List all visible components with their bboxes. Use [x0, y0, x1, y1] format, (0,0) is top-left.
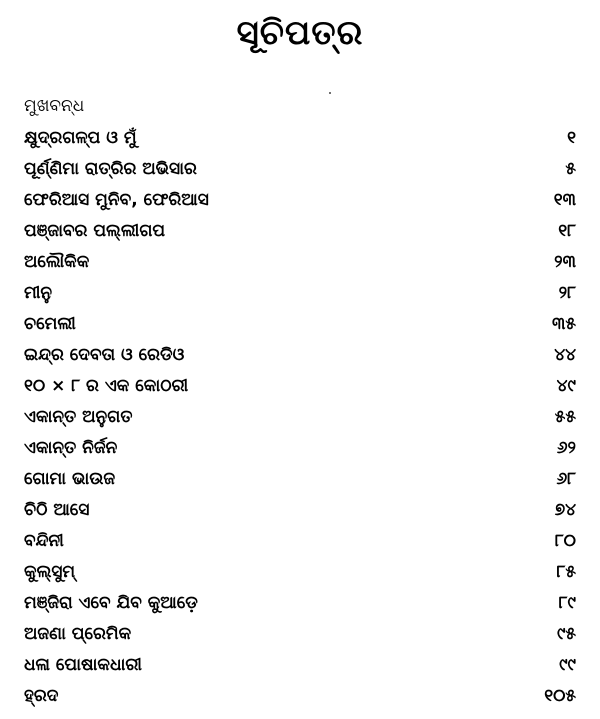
toc-entry-title: ଚମେଲୀ	[24, 314, 76, 334]
toc-entry-page-number: ୮୫	[556, 562, 576, 582]
toc-entry	[24, 185, 576, 216]
toc-entry-title: ଏକାନ୍ତ ଅନୁଗତ	[24, 407, 133, 427]
toc-entry-title: କୁଲ୍‌ସୁମ୍	[24, 562, 76, 582]
toc-entry	[24, 495, 576, 526]
toc-entry-page-number: ୨୩	[554, 252, 576, 272]
toc-entry-page-number: ୨୮	[558, 283, 576, 303]
toc-entry	[24, 619, 576, 650]
toc-entry	[24, 340, 576, 371]
toc-entry-title: ଗୋମା ଭାଉଜ	[24, 469, 116, 489]
toc-entry-title: ଫେରିଆସ ମୁନିବ, ଫେରିଆସ	[24, 190, 209, 210]
toc-entry	[24, 371, 576, 402]
toc-entry	[24, 557, 576, 588]
table-of-contents	[24, 123, 576, 712]
toc-entry-title: ବନ୍ଦିନୀ	[24, 531, 64, 551]
toc-entry-title: ଅଜଣା ପ୍ରେମିକ	[24, 624, 132, 644]
toc-entry	[24, 402, 576, 433]
toc-entry	[24, 433, 576, 464]
toc-entry-page-number: ୪୪	[554, 345, 576, 365]
toc-entry	[24, 681, 576, 712]
toc-entry-page-number: ୧୩	[553, 190, 576, 210]
toc-entry-title: ପୂର୍ଣ୍ଣିମା ରାତ୍ରିର ଅଭିସାର	[24, 159, 197, 179]
toc-entry-page-number: ୫୫	[554, 407, 576, 427]
toc-entry-page-number: ୫	[565, 159, 576, 179]
toc-entry	[24, 464, 576, 495]
toc-entry	[24, 154, 576, 185]
toc-entry-page-number: ୮୯	[558, 593, 576, 613]
toc-entry	[24, 526, 576, 557]
toc-entry-title: ଏକାନ୍ତ ନିର୍ଜନ	[24, 438, 118, 458]
toc-entry-page-number: ୧୦୫	[544, 686, 576, 706]
toc-entry-page-number: ୪୯	[556, 376, 576, 396]
toc-entry-title: ଧଳା ପୋଷାକଧାରୀ	[24, 655, 142, 675]
toc-entry	[24, 216, 576, 247]
toc-entry-title: କ୍ଷୁଦ୍ରଗଳ୍ପ ଓ ମୁଁ	[24, 128, 137, 148]
toc-entry-page-number: ୮୦	[554, 531, 576, 551]
toc-entry-title: ଅଲୌକିକ	[24, 252, 90, 272]
toc-entry-title: ଇନ୍ଦ୍ର ଦେବତା ଓ ରେଡିଓ	[24, 345, 185, 365]
toc-entry	[24, 588, 576, 619]
toc-entry	[24, 247, 576, 278]
toc-entry	[24, 123, 576, 154]
toc-entry-page-number: ୩୫	[552, 314, 576, 334]
toc-entry-page-number: ୯୯	[559, 655, 576, 675]
toc-entry-page-number: ୬୮	[556, 469, 576, 489]
toc-entry-title: ମଞ୍ଜିରା ଏବେ ଯିବ କୁଆଡ଼େ	[24, 593, 198, 613]
toc-entry-page-number: ୭୪	[554, 500, 576, 520]
toc-entry-title: ପଞ୍ଜାବର ପଲ୍ଲୀଗପ	[24, 221, 166, 241]
toc-entry-title: ହ୍ରଦ	[24, 686, 59, 706]
page-title: ସୂଚିପତ୍ର	[236, 13, 364, 53]
toc-entry-page-number: ୧	[567, 128, 576, 148]
toc-entry-page-number: ୯୫	[556, 624, 576, 644]
toc-entry-title: ୧୦ × ୮ ର ଏକ କୋଠରୀ	[24, 376, 189, 396]
toc-entry-page-number: ୧୮	[558, 221, 576, 241]
stray-dot	[329, 92, 331, 94]
toc-entry	[24, 309, 576, 340]
toc-entry-page-number: ୬୨	[556, 438, 576, 458]
preface-entry: ମୁଖବନ୍ଧ	[24, 96, 85, 116]
toc-entry-title: ମୀନୁ	[24, 283, 53, 303]
toc-entry	[24, 650, 576, 681]
toc-entry	[24, 278, 576, 309]
toc-entry-title: ଚିଠି ଆସେ	[24, 500, 90, 520]
